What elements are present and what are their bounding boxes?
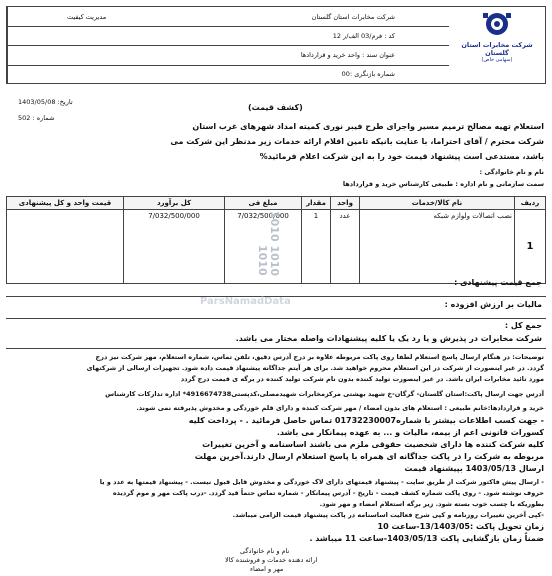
grand-total-label: جمع کل : [504, 321, 542, 330]
cell-unit: عدد [331, 210, 360, 284]
sum-label: جمع قیمت پیشنهادی : [454, 278, 542, 287]
doc-title: عنوان سند : واحد خرید و قراردادها [300, 51, 395, 59]
note-line: -کپی آخرین تغییرات روزنامه و کپی شرح فعالیت اساسنامه در پاکت پیشنهاد قیمت الزامی میباشد. [232, 511, 544, 519]
intro-line-3: باشد، مستدعی است پیشنهاد قیمت خود را به این شرکت اعلام فرمائید% [259, 152, 544, 161]
cell-qty: 1 [302, 210, 331, 284]
intro-line-1: استعلام تهیه مصالح ترمیم مسیر واجرای طرح فیبر نوری کمیته امداد شهرهای غرب استان [192, 122, 544, 131]
note-line: ارسال 1403/05/13 بپیشنهاد قیمت [404, 464, 544, 473]
date: تاریخ: 1403/05/08 [18, 98, 73, 106]
note-line: کسورات قانونی اعم از بیمه، مالیات و ... به عهده پیمانکار می باشد. [276, 428, 544, 437]
col-header: ردیف [515, 197, 546, 210]
intro-position: سمت سازمانی و نام اداره : طبیعی کارشناس خرید و قراردادها [342, 180, 544, 188]
form-code: کد : فرم/03 الف/ر 12 [332, 32, 395, 40]
cell-item: نصب اتصالات ولوازم شبکه [360, 210, 515, 284]
quality-label: مدیریت کیفیت [67, 13, 107, 21]
col-header: مقدار [302, 197, 331, 210]
note-line: گردد. در غیر اینصورت از شرکت در این استعلام محروم خواهید شد. برای هر آیتم جداگانه پیشنهاد قیمت داده شود. تجهیزات ارسالی از شرکتهای [86, 364, 544, 372]
note-line: حروف نوشته شود. - روی پاکت شماره کشف قیمت - تاریخ - آدرس پیمانکار - شماره تماس حتماً قید گردد. -درب پاکت مهر و موم گردیده [112, 489, 544, 497]
note-line: توضیحات: در هنگام ارسال پاسخ استعلام لطفا روی پاکت مربوطه علاوه بر درج آدرس دقیق، تلفن تماس، شماره استعلام، مهر شرکت نیز درج [95, 353, 544, 361]
header-table [6, 6, 546, 84]
letter-number: شماره : 502 [18, 114, 55, 122]
revision-number: شماره بازنگری :00 [341, 70, 395, 78]
cell-unit-price: 7/032/500/000 [225, 210, 302, 284]
note-line: بطوریکه با چسب خوب بسته شود. زیر برگه استعلام امضاء و مهر شود. [319, 500, 544, 508]
col-header: مبلغ فی [225, 197, 302, 210]
note-line: کلیه شرکت کننده ها دارای شخصیت حقوقی ملزم می باشند اساسنامه و آخرین تغییرات [202, 440, 544, 449]
note-line: مورد تائید مخابرات ایران باشد. در غیر اینصورت تولید کننده بدون نام شرکت تولید کننده در برگه ی قیمت درج گردد [180, 375, 544, 383]
note-line: - ارسال پیش فاکتور شرکت از طریق سایت - پیشنهاد قیمتهای دارای لاک خوردگی و مخدوش قابل قبول نیست. - پیشنهاد قیمتها به عدد و یا [99, 478, 544, 486]
cell-total: 7/032/500/000 [124, 210, 225, 284]
logo-subtext: (سهامی خاص) [481, 57, 513, 63]
col-header: نام کالا/خدمات [360, 197, 515, 210]
intro-line-2: شرکت محترم / آقای احتراما، با عنایت بانیکه تامین اقلام ارائه خدمات زیر مدنظر این شرکت می [170, 137, 544, 146]
telecom-logo-icon [477, 11, 517, 41]
footer-name: نام و نام خانوادگی [240, 547, 290, 555]
watermark: ParsNamadData [200, 296, 291, 307]
col-header: واحد [331, 197, 360, 210]
note-line: خرید و قراردادها:خانم طبیعی : استعلام های بدون امضاء / مهر شرکت کننده و دارای قلم خوردگی و مخدوش پذیرفته نمی شوند. [136, 404, 544, 412]
logo [457, 11, 537, 81]
org-name: شرکت مخابرات استان گلستان [311, 13, 395, 21]
vat-label: مالیات بر ارزش افزوده : [444, 300, 542, 309]
note-line: مربوطه به شرکت را در پاکت جداگانه ای همراه با پاسخ استعلام ارسال دارند.آخرین مهلت [194, 452, 544, 461]
intro-name: نام و نام خانوادگی : [479, 168, 544, 176]
cell-index: 1 [515, 210, 546, 284]
footer-signature: مهر و امضاء [250, 565, 284, 573]
delivery-time: زمان تحویل پاکت :13/1403/05-ساعت 10 [377, 522, 544, 531]
cell-offer [7, 210, 124, 284]
note-line: آدرس جهت ارسال پاکت:استان گلستان- گرگان-خ شهید بهشتی مرکزمخابرات شهیدمصلی،کدپستی4916674738* اداره تدارکات کارشناس [105, 390, 544, 398]
col-header: قیمت واحد و کل پیشنهادی [7, 197, 124, 210]
logo-text: شرکت مخابرات استان گلستان [461, 41, 533, 57]
totals-note: شرکت مخابرات در پذیرش و یا رد یک یا کلیه پیشنهادات واصله مختار می باشد. [235, 334, 542, 343]
opening-time: ضمناً زمان بازگشایی پاکت 1403/05/13-ساعت 11 میباشد . [309, 534, 544, 543]
note-line: - جهت کسب اطلاعات بیشتر با شماره01732230007 تماس حاصل فرمائید . - پرداخت کلیه [188, 416, 544, 425]
footer-supplier: ارائه دهنده خدمات و فروشنده کالا [225, 556, 318, 564]
page-title: (کشف قیمت) [248, 103, 303, 112]
background-stamp: 1010 1010 1010 [255, 210, 281, 276]
col-header: کل برآورد [124, 197, 225, 210]
